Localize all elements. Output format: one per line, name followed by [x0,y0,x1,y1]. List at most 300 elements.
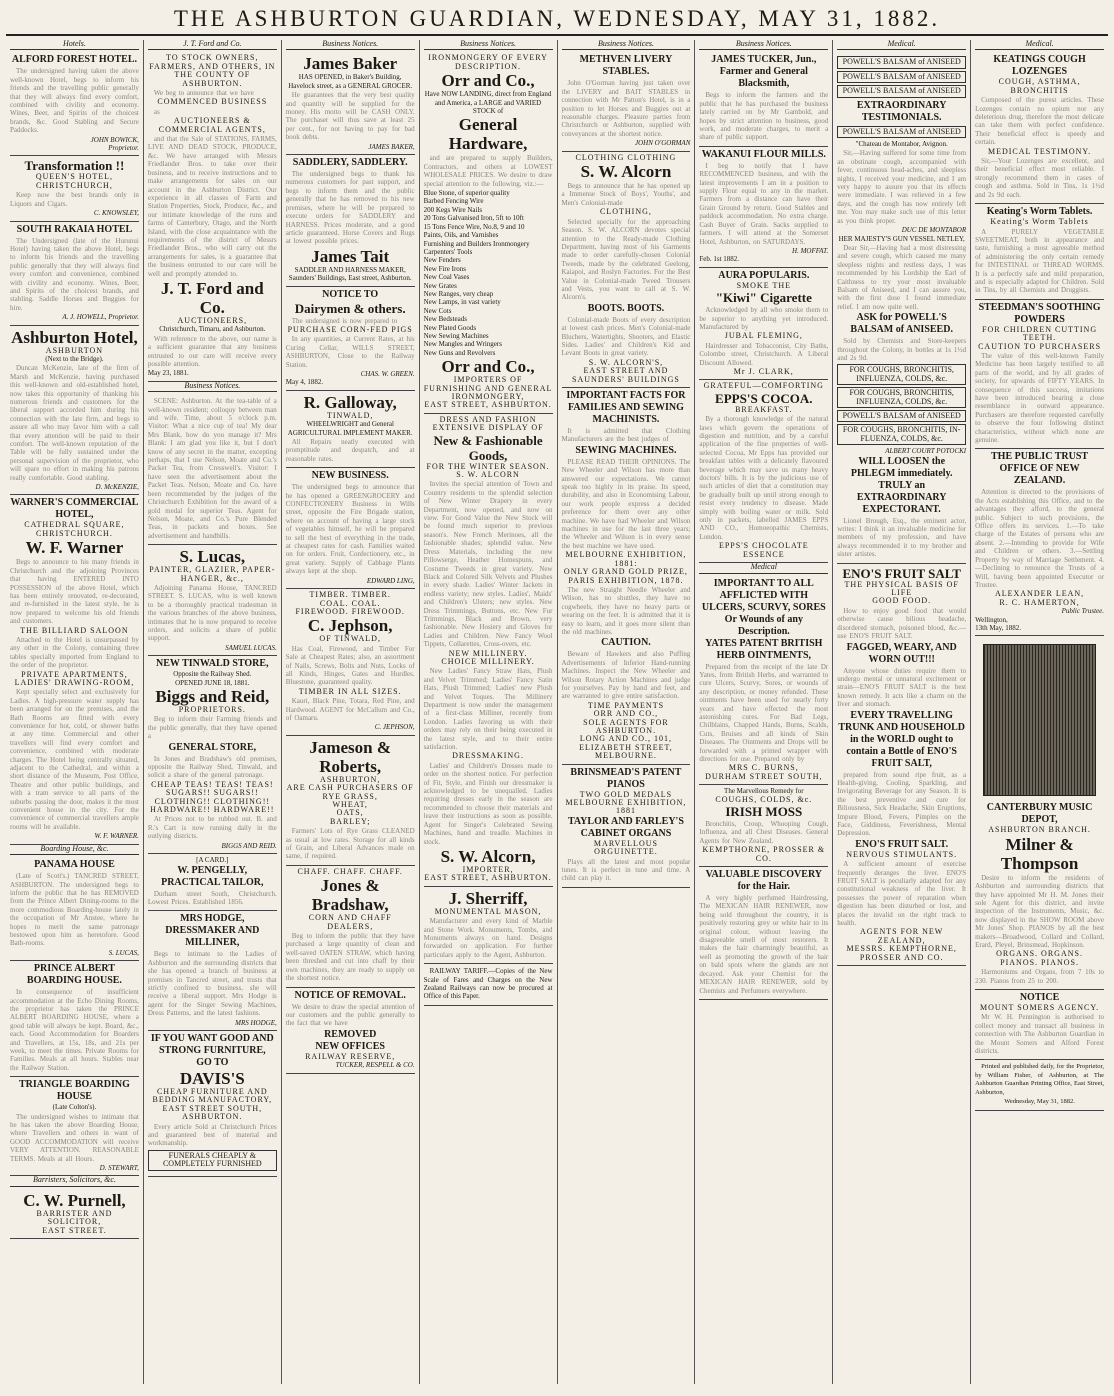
ad-subtitle: KEMPTHORNE, PROSSER & CO. [702,845,826,863]
ad-title: YATES PATENT BRITISH HERB OINTMENTS, [705,637,823,661]
ad-title: Transformation !! [24,158,125,174]
column-5 [558,40,696,1384]
ad-place: Wellington, [975,615,1008,624]
ad-irish-moss: The Marvellous Remedy for COUGHS, COLDS, &c. IRISH MOSS Bronchitis, Croup, Whooping Cough, Influenza, and all Chest Diseases. General Agents for New Zealand. KEMPTHORNE, PROSSER & CO. [699,785,828,867]
ad-subtitle: NEW MILLINERY. [448,648,528,658]
ad-title: THE PUBLIC TRUST OFFICE OF NEW ZEALAND. [991,451,1089,487]
ad-title: TRULY an EXTRAORDINARY EXPECTORANT. [856,479,947,515]
column-head: Business Notices. [424,40,553,50]
ad-title: EPPS'S COCOA. [715,390,813,406]
ad-subtitle: CLOTHING!! CLOTHING!! [154,796,271,806]
ad-subtitle: LONG AND CO., 101, ELIZABETH STREET, [579,734,673,752]
ad-james-baker: James Baker HAS OPENED, in Baker's Building, Havelock street, as a GENERAL GROCER. He guarantees that the very best quality and quantity will be supplied for the money. His motto will be CASH ONLY. The purchaser will thus save at least 25 per cent., for not having to pay for bad book debts. JAMES BAKER, [286,52,415,155]
ad-purnell [10,1189,139,1239]
ad-title: Jones & Bradshaw, [311,876,389,915]
hardware-item: New Bedsteads [423,315,467,324]
ad-subtitle: GOOD FOOD. [872,596,932,606]
ad-subtitle: SUGARS!! SUGARS!! [165,788,259,798]
ad-subtitle: COUGH, ASTHMA, BRONCHITIS [998,77,1081,95]
ad-subtitle: CAUTION. [601,637,651,649]
ad-subtitle: CAUTION TO PURCHASERS [978,341,1102,351]
ad-yates-ointments: IMPORTANT TO ALL AFFLICTED WITH ULCERS, SCURVY, SORES Or Wounds of any Description. YATES PATENT BRITISH HERB OINTMENTS, Prepared from the receipt of the late Dr Yates, from British Herbs, and warranted to cure Ulcers, Scurvy, Sores, or wounds of any description, or money refunded. These ointments have been used for nearly forty years and have effected the most astonishing cures. For Bad Legs, Chilblains, Chapped Hands, Burns, Scalds, Cuts, Bruises and all kinds of Skin Diseases. The Ointments and Drops will be forwarded with a printed wrapper with directions for use. Prepared only by MRS C. BURNS, DURHAM STREET SOUTH, [699,576,828,786]
ad-powells-balsam: POWELL'S BALSAM of ANISEED POWELL'S BALSAM of ANISEED POWELL'S BALSAM of ANISEED EXTRAORDINARY TESTIMONIALS. POWELL'S BALSAM of ANISEED "Chateau de Montabor, Avignon. Sir,—Having suffered for some time from an obstinate cough, accompanied with fever, continuous head-aches, and sleepless nights, I received your medicine, and I am very happy to assure you that its effects were immediate. I was relieved in a few days, and the cough has now entirely left me. You may make such use of this letter as you think proper. DUC DE MONTABOR HER MAJESTY'S GUN VESSEL NETLEY, Dear Sir,—Having had a most distressing and severe cough, which caused me many sleepless nights and restless days, I was recommended by his Lordship the Earl of Caithness to try your most invaluable Balsam of Aniseed, and I can assure you, with the first dose I found immediate relief. I am now quite well. ASK for POWELL'S BALSAM of ANISEED. Sold by Chemists and Store-keepers throughout the Colony, in bottles at 1s 1½d and 2s 9d. FOR COUGHS, BRONCHITIS, INFLUENZA, COLDS, &c. FOR COUGHS, BRONCHITIS, INFLUENZA, COLDS, &c. POWELL'S BALSAM of ANISEED FOR COUGHS, BRONCHITIS, IN-FLUENZA, COLDS, &c. ALBERT COURT POTOCKI WILL LOOSEN the PHLEGM immediately. TRULY an EXTRAORDINARY EXPECTORANT. Lionel Brough, Esq., the eminent actor, writes: I think it an invaluable medicine for members of my profession, and have always recommended it to my brother and sister artistes. [837,52,966,563]
ad-subtitle: AUCTIONEERS, [177,315,248,325]
ad-subtitle: MRS C. BURNS, [728,763,799,773]
ad-subtitle: (Next to the Bridge). [45,354,104,363]
ad-box: POWELL'S BALSAM of ANISEED [837,71,966,83]
ad-title: SOUTH RAKAIA HOTEL [16,223,133,235]
ad-jones-bradshaw: CHAFF. CHAFF. CHAFF. Jones & Bradshaw, CORN AND CHAFF DEALERS, Beg to inform the public that they have purchased a large quantity of clean and well-saved OATEN STRAW, which having been threshed and cut into chaff by their own machines, they are ready to supply on the shortest notice. [286,866,415,988]
ad-title: IMPORTANT TO ALL AFFLICTED WITH ULCERS, SCURVY, SORES Or Wounds of any Description. [701,577,826,637]
ad-title: TAYLOR AND FARLEY'S CABINET ORGANS [567,815,684,839]
ad-title: C. W. Purnell, [23,1190,126,1210]
grain-item: WHEAT, [332,800,368,809]
hardware-item: New Guns and Revolvers [423,348,496,357]
hardware-item: Barbed Fencing Wire [423,197,484,206]
ad-jameson-roberts: Jameson & Roberts, ASHBURTON, ARE CASH PURCHASERS OF RYE GRASS, WHEAT, OATS, BARLEY; Farmers' Lots of Rye Grass CLEANED as usual at low rates. Storage for all kinds of Grain, and Liberal Advances made on same, if required. [286,736,415,866]
ad-title: ASK for POWELL'S BALSAM of ANISEED. [850,312,953,336]
ad-title: CANTERBURY MUSIC DEPOT, [986,802,1093,826]
ad-subtitle: IMPORTER, [462,864,514,874]
ad-signature: SAMUEL LUCAS. [225,643,277,652]
ad-subtitle: IRONMONGERY OF EVERY DESCRIPTION. [428,53,548,71]
ad-title: EXTRAORDINARY TESTIMONIALS. [856,99,947,123]
ad-subtitle: EAST STREET AND SAUNDERS' BUILDINGS [572,366,680,384]
ad-subtitle: AGENTS FOR NEW ZEALAND, [860,927,944,945]
hardware-item: 200 Kegs Wire Nails [423,205,483,214]
ad-subtitle: ALEXANDER LEAN, [994,589,1085,599]
ad-brinsmead: BRINSMEAD'S PATENT PIANOS TWO GOLD MEDALS MELBOURNE EXHIBITION, 1881 TAYLOR AND FARLEY'S CABINET ORGANS MARVELLOUS ORGUINETTE. Plays all the latest and most popular tunes. It is perfect in tune and time. A child can play it. [562,765,691,888]
ad-signature: C. KNOWSLEY, [93,209,139,218]
hardware-item: New Mangles and Wringers [423,340,502,349]
ad-subtitle: REMOVED [324,1028,377,1040]
ad-date: May 4, 1882. [285,378,324,387]
ad-subtitle: ORGANS. ORGANS. [996,949,1083,959]
ad-sewing-machines: IMPORTANT FACTS FOR FAMILIES AND SEWING MACHINISTS. It is admitted that Clothing Manufacturers are the best judges of SEWING MACHINES. PLEASE READ THEIR OPINIONS. The New Wheeler and Wilson has more than answered our expectations. We cannot speak too highly in its praise. Its speed, durability, and also in Economising Labour, our work people express a decided preference for them over any other machine. We have had Wheeler and Wilson machines in use for the last three years; the Wheeler and Wilson is in every sense the best machine we have used. MELBOURNE EXHIBITION, 1881: ONLY GRAND GOLD PRIZE, PARIS EXHIBITION, 1878. The new Straight Needle Wheeler and Wilson, has no shuttles, they have no cogwheels, they have no heavy parts or wearing on the feet. It is admitted that it is easy to learn, and it goes more silent than the old machines. CAUTION. Beware of Hawkers and also Puffing Advertisements of Inferior Hand-running Machines. Inspect the New Wheeler and Wilson Rotary Action Machines and judge for yourselves. Pay by hand and feet, and are warranted to give entire satisfaction. TIME PAYMENTS ORR AND CO., SOLE AGENTS FOR ASHBURTON. LONG AND CO., 101, ELIZABETH STREET, MELBOURNE. [562,388,691,765]
ad-title: Orr and Co., [441,357,535,377]
column-8 [971,40,1108,1384]
ad-title: IRISH MOSS [725,804,803,819]
ad-ford-and-co: TO STOCK OWNERS, FARMERS, AND OTHERS, IN THE COUNTY OF ASHBURTON. We beg to announce that we have COMMENCED BUSINESS as AUCTIONEERS & COMMERCIAL AGENTS, and that the Sale of STATIONS, FARMS, LIVE AND DEAD STOCK, PRODUCE, &c. We have arranged with Messrs Friedlander Bros. to take over their business, and to receive instructions and to make arrangements for sales on our account in the Ashburton District. Our experience in all classes of Farm and Station Properties, Stock, Produce, &c., and our intimate knowledge of the runs and farms of Canterbury, Otago, and the North Island, with the close acquaintance with the requirements of the district of Messrs Friedlander Bros., who will carry out the arrangements for sales, is a guarantee that the business entrusted to our care will be well and promptly attended to. J. T. Ford and Co. AUCTIONEERS, Christchurch, Timaru, and Ashburton. With reference to the above, our name is a sufficient guarantee that any business entrusted to our care will receive every possible attention. May 23, 1881. [148,52,277,381]
column-7 [833,40,971,1384]
ad-subtitle: DRESS AND FASHION EXTENSIVE DISPLAY OF [432,414,544,433]
hardware-item: New Lamps, in vast variety [423,298,501,307]
ad-box: POWELL'S BALSAM of ANISEED [837,56,966,68]
ad-title: C. Jephson, [307,616,393,636]
ad-keatings-lozenges: KEATINGS COUGH LOZENGES COUGH, ASTHMA, BRONCHITIS Composed of the purest articles. These Lozenges contain no opium nor any deleterious drug, therefore the most delicate can take them with perfect confidence. Their beneficial effect is speedy and certain. MEDICAL TESTIMONY. Sir,—Your Lozenges are excellent, and their beneficial effect most reliable. I strongly recommend them in cases of cough and asthma. Sold in Tins, 1s 1½d and 2s 9d each. [975,52,1104,204]
ad-subtitle: IMPORTERS OF FURNISHING AND GENERAL IRONMONGERY, [423,375,553,401]
ad-subtitle: (Late Colton's). [52,1103,97,1112]
ad-keatings-worm: Keating's Worm Tablets. Keating's Worm Tablets A PURELY VEGETABLE SWEETMEAT, both in appearance and taste, furnishing a most agreeable method of administering the only certain remedy for INTESTINAL or THREAD WORMS. It is a perfectly safe and mild preparation, and is especially adapted for Children. Sold in Tins, by all Chemists and Druggists. [975,204,1104,300]
ad-subtitle: "Chateau de Montabor, Avignon. [855,140,948,149]
ad-title: S. Lucas, [179,547,246,567]
ad-subtitle: DRESSMAKING. [452,751,524,761]
ad-dairymen: NOTICE TO Dairymen & others. The undersigned is now prepared to PURCHASE CORN-FED PIGS In any quantities, at Current Rates, at his Curing Cellar, WILLS STREET, ASHBURTON, Close to the Railway Station. CHAS. W. GREEN. May 4, 1882. [286,287,415,391]
ad-title: NEW TINWALD STORE, [156,658,269,670]
ad-title: Jameson & Roberts, [309,737,392,776]
ad-signature: JAMES BAKER, [368,142,415,151]
ad-subtitle: CHEAP TEAS! TEAS! TEAS! [151,779,274,789]
ad-subtitle: BARRISTER AND SOLICITOR, [36,1208,113,1227]
ad-title: Ashburton Hotel, [11,327,138,347]
colophon-date: Wednesday, May 31, 1882. [1004,1098,1075,1106]
ad-subtitle: ARE CASH PURCHASERS OF [286,783,414,793]
column-head: J. T. Ford and Co. [148,40,277,50]
ad-title: SADDLERY, SADDLERY. [292,157,408,169]
ad-box: FUNERALS CHEAPLY & COMPLETELY FURNISHED [148,1150,277,1171]
ad-title: NOTICE TO [322,288,379,300]
ad-subtitle: SMOKE THE [736,280,792,290]
ad-subtitle: MELBOURNE EXHIBITION, 1881 [565,798,687,816]
ad-title: Orr and Co., [441,71,535,91]
ad-subtitle: MESSRS. KEMPTHORNE, PROSSER AND CO. [846,944,957,962]
ad-scene-ashburton: SCENE: Ashburton. At the tea-table of a well-known resident; colloquy between man and wife. Time, about 5 o'clock p.m. Visitor: What a nice cup of tea! My dear Mrs Blank, how do you manage it? Mrs Blank: I am glad you like it, but I don't know of any secret in the matter, excepting perhaps, that I use Nelson, Moate and Co.'s Packet Tea, from Cresswell's. Visitor: I have seen the advertisement about the Packet Teas. Nelson, Moate and Co. have been recommended by the judges of the Christchurch Exhibition for the award of a gold medal for superior Teas. Agent for Nelson, Moate, and Co.'s Pure Blended Teas, in packets and boxes. See advertisement and handbills. [148,394,277,545]
ad-subtitle: BREAKFAST. [735,404,793,414]
ad-title: VALUABLE DISCOVERY for the Hair. [705,869,823,893]
ad-subtitle: TIMBER. TIMBER. [309,590,391,600]
ad-title: TRIANGLE BOARDING HOUSE [19,1079,130,1103]
hardware-item: New Sewing Machines [423,331,489,340]
ad-date: May 23, 1881. [147,369,189,378]
ad-subtitle: DURHAM STREET SOUTH, [705,771,823,781]
ad-box: POWELL'S BALSAM of ANISEED [837,410,966,422]
ad-subtitle: WHEELWRIGHT and General AGRICULTURAL IMPLEMENT MAKER. [287,420,413,437]
ad-title: NOTICE OF REMOVAL. [294,989,406,1001]
ad-ashburton-hotel: Ashburton Hotel, ASHBURTON (Next to the Bridge). Duncan McKenzie, late of the firm of Marsh and McKenzie, having purchased this well-known and old-established hotel, now takes this opportunity of thanking his numerous friends and customers for the liberal support accorded him during his connection with the late firm, and begs to assure all who may favor him with a call that every attention will be paid to their comfort. The well-known reputation of the Table will be fully sustained under the personal supervision of the proprietor, who will spare no effort in making his patrons really comfortable. Good stabling. D. McKENZIE, [10,326,139,496]
ad-signature: TUCKER, RESPELL & CO. [335,1061,415,1070]
ad-subtitle: Keating's Worm Tablets [990,217,1089,227]
ad-pengelly: [A CARD.] W. PENGELLY, PRACTICAL TAILOR, Durham street South, Christchurch. Lowest Prices. Established 1856. [148,854,277,911]
ad-subtitle: FOR CHILDREN CUTTING TEETH. [982,324,1098,343]
ad-kiwi-cigarette: AURA POPULARIS. SMOKE THE "Kiwi" Cigarette Acknowledged by all who smoke them to be superior to anything yet introduced. Manufactured by JUBAL FLEMING, Hairdresser and Tobacconist, City Baths, Colombo street, Christchurch. A Liberal Discount Allowed. Mr J. CLARK, [699,268,828,381]
ad-subtitle: PURCHASE CORN-FED PIGS [287,324,413,334]
ad-box: POWELL'S BALSAM of ANISEED [837,85,966,97]
ad-subtitle: LADIES' DRAWING-ROOM, [14,677,135,687]
ad-queens-hotel: Transformation !! QUEEN'S HOTEL, CHRISTCHURCH, Keep now the best brands only in Liquors and Cigars. C. KNOWSLEY, [10,156,139,221]
ad-subtitle: THE BILLIARD SALOON [20,625,129,635]
ad-subtitle: Opposite the Railway Shed. [173,670,252,679]
colophon [975,1060,1104,1110]
ad-subtitle: EPPS'S CHOCOLATE ESSENCE [718,541,809,559]
hardware-item: New Plated Goods [423,323,477,332]
ad-title: Dairymen & others. [294,300,406,316]
ad-subtitle: OPENED JUNE 18, 1881. [175,678,250,687]
ad-subtitle: GO TO [196,1056,229,1068]
hardware-item: New Ranges, very cheap [423,289,494,298]
ad-title: NOTICE [1019,992,1060,1004]
ad-james-tait: SADDLERY, SADDLERY. The undersigned begs to thank his numerous customers for past support, and begs to inform them and the public generally that he has removed to his new premises, where he will be prepared to execute orders for SADDLERY and HARNESS. Prices moderate, and a good article guaranteed. Horse Covers and Rugs at lowest possible prices. James Tait SADDLER AND HARNESS MAKER, Saunders' Buildings, East street, Ashburton. [286,155,415,286]
ad-methven-livery: METHVEN LIVERY STABLES. John O'Gorman having just taken over the LIVERY and BAIT STABLES in connection with Mr Patton's Hotel, is in a position to let Horses and Buggies out at reasonable charges. Pleasure parties from Christchurch or Ashburton, supplied with conveyances at the shortest notice. JOHN O'GORMAN [562,52,691,151]
ad-title: DAVIS'S [179,1068,245,1088]
ad-title: FAGGED, WEARY, AND WORN OUT!!! [846,641,957,665]
ad-date: Feb. 1st 1882. [699,255,740,264]
ad-subtitle: MARVELLOUS ORGUINETTE. [593,838,658,857]
ad-subtitle: NEW OFFICES [315,1040,385,1052]
column-3 [282,40,420,1384]
ad-enos-fruit-salt: ENO'S FRUIT SALT THE PHYSICAL BASIS OF LIFE GOOD FOOD. How to enjoy good food that would otherwise cause bilious headache, disordered stomach, poisoned blood, &c.—use ENO'S FRUIT SALT. FAGGED, WEARY, AND WORN OUT!!! Anyone whose duties require them to undergo mental or unnatural excitement or strain—ENO'S FRUIT SALT is the best known remedy. It acts like a charm on the liver and stomach. EVERY TRAVELLING TRUNK AND HOUSEHOLD in the WORLD ought to contain a Bottle of ENO'S FRUIT SALT, prepared from sound ripe fruit, as a Health-giving, Cooling, Sparkling, and Invigorating Beverage for any Season. It is the best preventive and cure for Biliousness, Sick Headache, Skin Eruptions, Impure Blood, Fevers, Pimples on the Face, Giddiness, Feverishness, Mental Depression. ENO'S FRUIT SALT. NERVOUS STIMULANTS. A sufficient amount of exercise frequently deranges the liver. ENO'S FRUIT SALT is peculiarly adapted for any constitutional weakness of the liver. It possesses the power of reparation when digestion has been disturbed or lost, and places the invalid on the right track to health. AGENTS FOR NEW ZEALAND, MESSRS. KEMPTHORNE, PROSSER AND CO. [837,564,966,966]
ad-title: PANAMA HOUSE [34,859,115,871]
hardware-item: 20 Tons Galvanised Iron, 5ft to 10ft [423,214,524,223]
ad-subtitle: CLOTHING CLOTHING [575,152,677,162]
ad-subtitle: TWO GOLD MEDALS [579,789,673,799]
ad-signature: D. STEWART, [99,1164,139,1173]
ad-alford-forest-hotel: ALFORD FOREST HOTEL. The undersigned having taken the above well-known Hotel, begs to inform his friends and the travelling public generally that they will always find every comfort, combined with civility and economy. Wines, Beer, and Spirits of the choicest brands, &c. Good Stabling and Secure Paddocks. JOHN BOWICK, Proprietor. [10,52,139,156]
column-head: Business Notices. [699,40,828,50]
hardware-item: 15 Tons Fence Wire, No.8, 9 and 10 [423,222,525,231]
hardware-item: Furnishing and Builders Ironmongery [423,239,530,248]
ad-signature: CHAS. W. GREEN. [360,369,415,378]
hardware-item-list [424,189,553,357]
ad-subtitle: Mr J. CLARK, [733,366,794,376]
ad-signature: JOHN BOWICK, [90,135,139,144]
ad-signature: D. McKENZIE, [95,483,139,492]
ad-subtitle: AUCTIONEERS & COMMERCIAL AGENTS, [158,116,266,134]
ad-title: BRINSMEAD'S PATENT PIANOS [570,766,682,790]
ad-signature: A. J. HOWELL, Proprietor. [62,313,139,322]
ad-prince-albert: PRINCE ALBERT BOARDING HOUSE. In consequence of insufficient accommodation at the Echo Dining Rooms, the proprietor has taken the PRINCE ALBERT BOARDING HOUSE, where a good table will always be kept. Board, &c., each. Good Accommodation for Boarders and Travellers, at 15s, 18s, and 21s per week, to meet the times. Private Rooms for Families. Meals at all hours. Stables near the Railway Station. [10,961,139,1077]
ad-triangle-boarding: TRIANGLE BOARDING HOUSE (Late Colton's). The undersigned wishes to intimate that he has taken the above Boarding House, where Travellers and others in want of GOOD ACCOMMODATION will receive VERY ATTENTION. REASONABLE TERMS. Meals at all Hours. D. STEWART, [10,1077,139,1176]
hardware-item: New Coal Vases [423,273,470,282]
ad-warners-hotel: WARNER'S COMMERCIAL HOTEL, CATHEDRAL SQUARE, CHRISTCHURCH. W. F. Warner Begs to announce to his many friends in Christchurch and the adjoining Provinces that having ENTERED INTO POSSESSION of the above Hotel, which has been entirely renovated, re-decorated, and re-furnished in the latest style, he is now prepared to welcome his old friends and customers. THE BILLIARD SALOON Attached to the Hotel is unsurpassed by any other in the Colony, containing three tables specially imported from England to the order of the proprietor. PRIVATE APARTMENTS, LADIES' DRAWING-ROOM, Kept specially select and exclusively for Ladies. A high-pressure water supply has been arranged for on the premises, and the Bath Rooms are fitted with every convenience for hot, cold, or shower baths at any time. Commercial and other travellers will find every comfort and convenience, combined with moderate charges. The Hotel being centrally situated, adjacent to the Cathedral, and within a short distance of the Museum, Post Office, Theatre and other public buildings, and with a tram service to all parts of the suburbs passing the door, makes it the most convenient house in the city. For the convenience of commercial travellers ample rooms will be available. W. F. WARNER. [10,495,139,844]
ad-box: FOR COUGHS, BRONCHITIS, INFLUENZA, COLDS, &c. [837,364,966,385]
ad-signature: BIGGS AND REID. [221,841,277,850]
ad-subtitle: S. W. ALCORN'S, [588,357,664,367]
ad-subtitle: MELBOURNE EXHIBITION, 1881: [565,550,687,568]
ad-title: BOOTS. BOOTS. [587,302,665,314]
ad-subtitle: PROPRIETORS. [178,705,246,714]
hardware-item: Blue Stone, of superior quality [423,189,510,198]
ad-title: W. F. Warner [25,538,124,558]
ad-subtitle: OF TINWALD, [319,634,381,644]
ad-title: WILL LOOSEN the PHLEGM immediately. [850,455,953,479]
ad-south-rakaia-hotel: SOUTH RAKAIA HOTEL The Undersigned (late of the Hurunui Hotel) having taken the above Hotel, begs to inform his friends and the travelling public generally that they will always find every comfort and convenience, combined with civility and economy. Wines, Beer, and Spirits of the choicest brands, and stabling. Saddle Horses and Buggies for hire. A. J. HOWELL, Proprietor. [10,222,139,326]
ad-title: S. W. Alcorn [580,162,672,182]
column-head: Medical. [837,40,966,50]
ad-title: S. W. Alcorn, [440,846,536,866]
column-head: Business Notices. [286,40,415,50]
column-head: Medical. [975,40,1104,50]
ad-subtitle: SADDLER AND HARNESS MAKER, Saunders' Buildings, East street, Ashburton. [288,265,412,283]
ad-title: MRS HODGE, DRESSMAKER AND MILLINER, [165,913,260,949]
section-head: Barristers, Solicitors, &c. [10,1176,139,1186]
ad-epps-cocoa: GRATEFUL—COMFORTING EPPS'S COCOA. BREAKFAST. By a thorough knowledge of the natural laws which govern the operations of digestion and nutrition, and by a careful application of the fine properties of well-selected Cocoa, Mr Epps has provided our breakfast tables with a delicately flavoured beverage which may save us many heavy doctors' bills. It is by the judicious use of such articles of diet that a constitution may be gradually built up until strong enough to resist every tendency to disease. Made simply with boiling water or milk. Sold only in packets, labelled JAMES EPPS AND CO., Homoeopathic Chemists, London. EPPS'S CHOCOLATE ESSENCE [699,380,828,563]
ad-james-tucker: JAMES TUCKER, Jun., Farmer and General Blacksmith, Begs to inform the farmers and the public that he has purchased the business lately carried on by Mr Gambold, and hopes by strict attention to business, good work, and moderate charges, to merit a share of public support. [699,52,828,146]
ad-subtitle: NERVOUS STIMULANTS. [846,849,958,859]
ad-subtitle: Have NOW LANDING, direct from England and America, a LARGE and VARIED STOCK of [424,90,552,116]
ad-title: JAMES TUCKER, Jun., Farmer and General Blacksmith, [711,54,817,90]
ad-subtitle: PAINTER, GLAZIER, PAPER-HANGER, &c., [149,565,276,583]
ad-title: "Kiwi" Cigarette [715,290,812,306]
ad-subtitle: FOR THE WINTER SEASON. [426,461,550,471]
ad-title: PRINCE ALBERT BOARDING HOUSE. [26,963,122,987]
ad-subtitle: PRIVATE APARTMENTS, [21,669,128,679]
ad-subtitle: TINWALD, [326,410,374,420]
ad-davis: IF YOU WANT GOOD AND STRONG FURNITURE, GO TO DAVIS'S CHEAP FURNITURE AND BEDDING MANUFACTORY, EAST STREET SOUTH, ASHBURTON. Every article Sold at Christchurch Prices and guaranteed best of material and workmanship. FUNERALS CHEAPLY & COMPLETELY FURNISHED [148,1031,277,1177]
ad-subtitle: S. W. ALCORN [456,470,520,480]
ad-subtitle: HER MAJESTY'S GUN VESSEL NETLEY, [838,234,965,243]
ad-subtitle: SOLE AGENTS FOR ASHBURTON. [583,717,669,735]
ad-subtitle: Christchurch, Timaru, and Ashburton. [159,325,266,334]
grain-item: BARLEY; [329,816,371,826]
ad-title: KEATINGS COUGH LOZENGES [993,54,1086,78]
ad-title: TO STOCK OWNERS, FARMERS, AND OTHERS, IN THE COUNTY OF ASHBURTON. [149,53,276,88]
ad-orr-and-co: IRONMONGERY OF EVERY DESCRIPTION. Orr and Co., Have NOW LANDING, direct from England and America, a LARGE and VARIED STOCK of General Hardware, and are prepared to supply Builders, Contractors, and others at LOWEST WHOLESALE PRICES. We desire to draw special attention to the following, viz.:— Blue Stone, of superior quality Barbed Fencing Wire 200 Kegs Wire Nails 20 Tons Galvanised Iron, 5ft to 10ft 15 Tons Fence Wire, No.8, 9 and 10 Paints, Oils, and Varnishes Furnishing and Builders Ironmongery Carpenters' Tools New Fenders New Fire Irons New Coal Vases New Grates New Ranges, very cheap New Lamps, in vast variety New Cots New Bedsteads New Plated Goods New Sewing Machines New Mangles and Wringers New Guns and Revolvers Orr and Co., IMPORTERS OF FURNISHING AND GENERAL IRONMONGERY, EAST STREET, ASHBURTON. [424,52,553,413]
column-6 [695,40,833,1384]
ad-subtitle: EAST STREET. [42,1225,107,1235]
ad-subtitle: CHAFF. CHAFF. CHAFF. [297,866,403,876]
ad-title: ALFORD FOREST HOTEL. [11,54,137,66]
ad-title: ENO'S FRUIT SALT [842,565,961,581]
ad-title: AURA POPULARIS. [718,269,810,281]
ad-subtitle: CHOICE MILLINERY. [441,656,535,666]
ad-title: EVERY TRAVELLING TRUNK AND HOUSEHOLD in the WORLD ought to contain a Bottle of ENO'S FRUIT SALT, [838,709,966,769]
music-depot-engraving [983,644,1096,796]
ad-title: METHVEN LIVERY STABLES. [579,54,673,78]
ad-title: IF YOU WANT GOOD AND STRONG FURNITURE, [150,1032,274,1056]
column-1 [6,40,144,1384]
ad-title: J. T. Ford and Co. [160,278,264,317]
ad-signature: DUC DE MONTABOR [901,226,967,235]
ad-lucas: S. Lucas, PAINTER, GLAZIER, PAPER-HANGER, &c., Adjoining Panama House, TANCRED STREET. S. LUCAS, who is well known to be a thoroughly practical tradesman in the various branches of the above business, intimates that he is now prepared to receive orders, and solicits a share of public support. SAMUEL LUCAS. [148,545,277,656]
ad-subtitle: QUEEN'S HOTEL, CHRISTCHURCH, [35,172,114,190]
ad-body: RAILWAY TARIFF.—Copies of the New Scale of Fares and Charges on the New Zealand Railways can now be procured at Office of this Paper. [423,967,553,1001]
ad-subtitle: COUGHS, COLDS, &c. [715,794,813,804]
section-head: Boarding House, &c. [10,845,139,855]
ad-title: STEEDMAN'S SOOTHING POWDERS [978,301,1101,325]
ad-alcorn-clothing: CLOTHING CLOTHING S. W. Alcorn Begs to announce that he has opened up a Immense Stock of Boys', Youths', and Men's Colonial-made CLOTHING, Selected specially for the approaching Season. S. W. ALCORN devotes special attention to the Ready-made Clothing Department, having most of his Garments made to order carefully-chosen Colonial Tweeds, made by the celebrated Geelong, Kaiapoi, and Roslyn Factories. For the Best Value in Colonial-made Tweed Trousers and Vests, you want to call at S. W. Alcorn's. BOOTS. BOOTS. Colonial-made Boots of every description at lowest cash prices. Men's Colonial-made Bluchers, Watertights, Shooters, and Elastic Sides. Ladies' and Children's Kid and Levant Boots in great variety. S. W. ALCORN'S, EAST STREET AND SAUNDERS' BUILDINGS [562,152,691,388]
grain-item: RYE GRASS, [322,791,378,801]
ad-title: Milner & Thompson [1000,834,1079,873]
ad-signature: C. JEPHSON, [374,723,415,732]
ad-signature: Proprietor. [108,144,139,153]
ad-subtitle: FIREWOOD. FIREWOOD. [295,606,405,616]
ad-public-trust: THE PUBLIC TRUST OFFICE OF NEW ZEALAND. Attention is directed to the provisions of the Acts establishing this Office, and to the advantages they afford, to the general public. Subject to such provisions, the Office offers its services. 1.—To take charge of the Estates of persons who are absent. 2.—Intending to provide for Wife and Children or others. 3.—Settling Property by way of Marriage Settlement. 4.—Declining to renounce the Trusts of a Will, having been appointed Executor or Trustee. ALEXANDER LEAN, R. C. HAMERTON, Public Trustee. Wellington, 13th May, 1882. [975,449,1104,636]
hardware-item: Carpenters' Tools [423,247,473,256]
ad-signature: S. LUCAS, [108,948,139,957]
ad-signature: Public Trustee. [1061,607,1104,616]
ad-title: Biggs and Reid, [155,687,270,706]
ad-subtitle: CHEAP FURNITURE AND BEDDING MANUFACTORY, [152,1086,273,1105]
ad-box: FOR COUGHS, BRONCHITIS, IN-FLUENZA, COLDS, &c. [837,424,966,445]
masthead: THE ASHBURTON GUARDIAN, WEDNESDAY, MAY 31, 1882. [6,4,1108,36]
ad-subtitle: GRATEFUL—COMFORTING [703,381,824,391]
ad-subtitle: HAS OPENED, in Baker's Building, Havelock street, as a GENERAL GROCER. [288,73,413,90]
ad-subtitle: MOUNT SOMERS AGENCY. [980,1003,1100,1013]
ad-subtitle: RAILWAY RESERVE, [305,1051,396,1061]
ad-subtitle: GENERAL STORE, [168,741,257,753]
grain-item: OATS, [336,808,364,818]
ad-subtitle: [A CARD.] [196,856,229,865]
ad-title: WAKANUI FLOUR MILLS. [701,148,826,160]
colophon-text: Printed and published daily, for the Proprietor, by William Fisher, of Ashburton, at The Ashburton Guardian Printing Office, East Street, Ashburton, [975,1063,1104,1096]
ad-title: ENO'S FRUIT SALT. [855,838,949,850]
ad-mount-somers: NOTICE MOUNT SOMERS AGENCY. Mr W. H. Pennington is authorised to collect money and transact all business in connection with The Ashburton Guardian in the Mount Somers and Alford Forest districts. [975,990,1104,1060]
ad-subtitle: COMMENCED BUSINESS [157,97,268,107]
ad-sherriff: J. Sherriff, MONUMENTAL MASON, Manufacturer and every kind of Marble and Stone Work. Monuments, Tombs, and Monuments always on hand. Designs forwarded on application. For further particulars apply to the Agent, Ashburton. [424,887,553,964]
ad-subtitle: TIMBER IN ALL SIZES. [298,686,402,696]
ad-subtitle: CATHEDRAL SQUARE, CHRISTCHURCH. [24,520,125,538]
ad-title: IMPORTANT FACTS FOR FAMILIES AND SEWING MACHINISTS. [566,390,686,425]
ad-title: W. PENGELLY, PRACTICAL TAILOR, [161,864,264,888]
column-head: Business Notices. [562,40,691,50]
ad-subtitle: CORN AND CHAFF DEALERS, [308,913,392,931]
ad-notice-removal: NOTICE OF REMOVAL. We desire to draw the special attention of our customers and the public generally to the fact that we have REMOVED NEW OFFICES RAILWAY RESERVE, TUCKER, RESPELL & CO. [286,988,415,1074]
ad-subtitle: R. C. HAMERTON, [999,597,1080,607]
hardware-item: New Grates [423,281,457,290]
ad-galloway: R. Galloway, TINWALD, WHEELWRIGHT and General AGRICULTURAL IMPLEMENT MAKER. All Repairs neatly executed with promptitude and despatch, and at reasonable rates. [286,391,415,468]
ad-signature: JOHN O'GORMAN [635,139,691,148]
ad-signature: MRS HODGE, [235,1018,277,1027]
ad-date: 13th May, 1882. [975,623,1021,632]
ad-title: NEW BUSINESS. [311,470,389,482]
ad-subtitle: MELBOURNE. [595,751,657,761]
ad-subtitle: MONUMENTAL MASON, [434,906,542,916]
ad-title: J. Sherriff, [448,888,528,908]
ad-subtitle: THE PHYSICAL BASIS OF LIFE [844,579,959,598]
ad-subtitle: EAST STREET, ASHBURTON. [424,873,552,883]
ad-new-tinwald-store: NEW TINWALD STORE, Opposite the Railway Shed. OPENED JUNE 18, 1881. Biggs and Reid, PROPRIETORS. Beg to inform their Farming friends and the public generally, that they have opened a GENERAL STORE, In Jones and Bradshaw's old premises, opposite the Railway Shed, Tinwald, and solicit a share of the general patronage. CHEAP TEAS! TEAS! TEAS! SUGARS!! SUGARS!! CLOTHING!! CLOTHING!! HARDWARE!! HARDWARE!! At Prices not to be rubbed out. B. and R.'s Cart is now running daily in the outlying districts. BIGGS AND REID. [148,656,277,854]
hardware-item: New Cots [423,306,452,315]
ad-alcorn-fashion: DRESS AND FASHION EXTENSIVE DISPLAY OF New & Fashionable Goods, FOR THE WINTER SEASON. S. W. ALCORN Invites the special attention of Town and Country residents to the splendid selection of New Winter Drapery in every Department, now opened, and now on view. For Good Value the New Stock will be found much superior to previous season's. New French Merinoes, all the fashionable shades; splendid value. New Dress Materials, including the new Pillowserge, Heather Homespuns, and Costume Tweeds in great variety. New Black and Colored Silk Velvets and Plushes in every shade. Ladies' Winter Jackets in endless variety; new styles. Ladies', Maids' and Children's Ulsters; new styles. New Dress Trimmings, Buttons, etc. New Fur Trimmings, Black and Brown, very fashionable. New Hosiery and Gloves for Ladies and Children. New Fancy Wool Tippets, Collarettes, Cross-overs, etc. NEW MILLINERY. CHOICE MILLINERY. New Ladies' Fancy Straw Hats, Plush and Velvet Trimmed; Ladies' Fancy Satin Hats, Plush Trimmed; Ladies' new Plush and Velvet Toques. The Millinery Department is now under the management of a first-class Milliner, recently from London. Ladies favoring us with their orders may rely on their being executed in the latest style, and to their entire satisfaction. DRESSMAKING. Ladies' and Children's Dresses made to order on the shortest notice. For perfection of Fit, Style, and Finish our dressmaker is acknowledged to be unequalled. Ladies requiring dresses early in the season are recommended to choose their materials and leave their instructions as soon as possible. Agent for Singer's Celebrated Sewing Machines, hand and treadle. Machines in stock. S. W. Alcorn, IMPORTER, EAST STREET, ASHBURTON. [424,414,553,887]
column-4 [420,40,558,1384]
ad-subtitle: CLOTHING, [599,207,652,217]
ad-signature: EDWARD LING, [366,576,415,585]
ad-hodge: MRS HODGE, DRESSMAKER AND MILLINER, Begs to intimate to the Ladies of Ashburton and the surrounding districts that she has opened a branch of business at premises in Tancred street, and trusts that strictly confined to business, she will receive a liberal support. Mrs Hodge is agent for the Singer Sewing Machines, Dress Patterns, and the latest fashions. MRS HODGE, [148,911,277,1031]
ad-subtitle: ASHBURTON BRANCH. [988,825,1091,835]
ad-title: New & Fashionable Goods, [433,432,543,463]
ad-subtitle: TIME PAYMENTS [587,700,665,710]
ad-wakanui-mills: WAKANUI FLOUR MILLS. I beg to notify that I have RECOMMENCED business, and with the latest improvements I am in a position to supply Flour equal to any in the market. Farmers from a distance can have their Grain Ground by return. Good Stables and paddock accommodation. No extra charge. Cash Buyer of Grain. Sacks supplied to farmers. I will attend at the Somerset Hotel, Ashburton, on SATURDAYS. H. MOFFAT. Feb. 1st 1882. [699,147,828,268]
hardware-item: New Fire Irons [423,264,467,273]
ad-title: WARNER'S COMMERCIAL HOTEL, [10,497,139,521]
ad-subtitle: MEDICAL TESTIMONY. [987,146,1092,156]
ad-railway-tariff [424,964,553,1006]
ad-subtitle: PIANOS. PIANOS. [1000,957,1079,967]
ad-signature: ALBERT COURT POTOCKI [885,447,967,456]
ad-subtitle: The Marvellous Remedy for [724,787,804,796]
ad-subtitle: EAST STREET, ASHBURTON. [424,400,552,410]
ad-panama-house: PANAMA HOUSE (Late of Scott's.) TANCRED STREET, ASHBURTON. The undersigned begs to inform the public that he has REMOVED from the Prince Albert Dining-rooms to the more commodious Boarding-house lately in the occupation of Mr Anstee, where he hopes to merit the same patronage bestowed upon him as heretofore. Good Bath-rooms. S. LUCAS, [10,857,139,961]
ad-canterbury-music: CANTERBURY MUSIC DEPOT, ASHBURTON BRANCH. Milner & Thompson Desire to inform the residents of Ashburton and surrounding districts that they have appointed Mr H. M. Jones their sole Agent for this district, and invite inspection of the Instruments, Music, &c. now displayed in the SHOW ROOM above Mr Jones' Shop. PIANOS by all the best makers—Broadwood, Collard and Collard, Erard, Pleyel, Brinsmead, Hopkinson. ORGANS. ORGANS. PIANOS. PIANOS. Harmoniums and Organs, from 7 10s to 230. Pianos from 25 to 200. [975,636,1104,990]
hardware-item: New Fenders [423,256,461,265]
ad-subtitle: ASHBURTON, [320,774,381,784]
ad-subtitle: SEWING MACHINES. [575,444,677,456]
ad-title: R. Galloway, [303,392,397,412]
ad-box: FOR COUGHS, BRONCHITIS, INFLUENZA, COLDS, &c. [837,387,966,408]
ad-new-business: NEW BUSINESS. The undersigned begs to announce that he has opened a GREENGROCERY and CONFECTIONERY Business in Wills street, opposite the Fire Brigade station, where on account of having a large stock of vegetables himself, he will be prepared to sell the best of everything in the trade, at cheapest rates for cash. Families waited on for orders. Fruit, Confectionery, etc., in great variety. Supply of Cabbage Plants always kept at the shop. EDWARD LING, [286,468,415,589]
ad-subtitle: EAST STREET SOUTH, ASHBURTON. [162,1103,263,1122]
ad-subtitle: HARDWARE!! HARDWARE!! [150,805,275,815]
ad-subtitle: JUBAL FLEMING, [724,331,803,341]
ad-hair-discovery: VALUABLE DISCOVERY for the Hair. A very highly perfumed Hairdressing, The MEXICAN HAIR RENEWER, now being sold throughout the country, it is positively restoring grey or white hair to its original colour, without leaving the disagreeable smell of most restorers. It makes the hair charmingly beautiful, as well as promoting the growth of the hair on bald spots where the glands are not decayed. Ask your Chemist for the MEXICAN HAIR RENEWER, sold by Chemists and Perfumers everywhere. [699,867,828,1000]
ad-steedman: STEEDMAN'S SOOTHING POWDERS FOR CHILDREN CUTTING TEETH. CAUTION TO PURCHASERS The value of this well-known Family Medicine has been largely testified to all parts of the world, and by all grades of society, for upwards of FIFTY YEARS. In consequence of this success, imitations have been introduced bearing a close resemblance in outward appearance. Purchasers are therefore requested carefully to observe the four following distinct characteristics, without which none are genuine. [975,300,1104,450]
ad-signature: W. F. WARNER. [94,832,139,841]
ad-jephson: TIMBER. TIMBER. COAL. COAL. FIREWOOD. FIREWOOD. C. Jephson, OF TINWALD, Has Coal, Firewood, and Timber For Sale at Cheapest Rates; also, an assortment of Nails, Screws, Bolts and Nuts, Locks of all Kinds, Hinges, Gates and Hurdles. Bluestone, guaranteed quality. TIMBER IN ALL SIZES. Kauri, Black Pine, Totara, Red Pine, and Hardwood. AGENT for McCallum and Co., of Oamaru. C. JEPHSON, [286,589,415,736]
columns [6,40,1108,1384]
ad-subtitle: ONLY GRAND GOLD PRIZE, PARIS EXHIBITION, 1878. [563,567,688,585]
ad-title: Keating's Worm Tablets. [986,206,1093,218]
hardware-item: Paints, Oils, and Varnishes [423,231,499,240]
column-head: Hotels. [10,40,139,50]
ad-subtitle: ORR AND CO., [593,709,659,719]
ad-subtitle: COAL. COAL. [319,598,381,608]
ad-title: James Tait [311,246,390,266]
section-head: Medical [699,563,828,573]
ad-box: POWELL'S BALSAM of ANISEED [837,126,966,138]
ad-signature: H. MOFFAT. [792,246,829,255]
ad-subtitle: ASHBURTON [45,345,104,355]
section-head: Business Notices. [148,382,277,392]
